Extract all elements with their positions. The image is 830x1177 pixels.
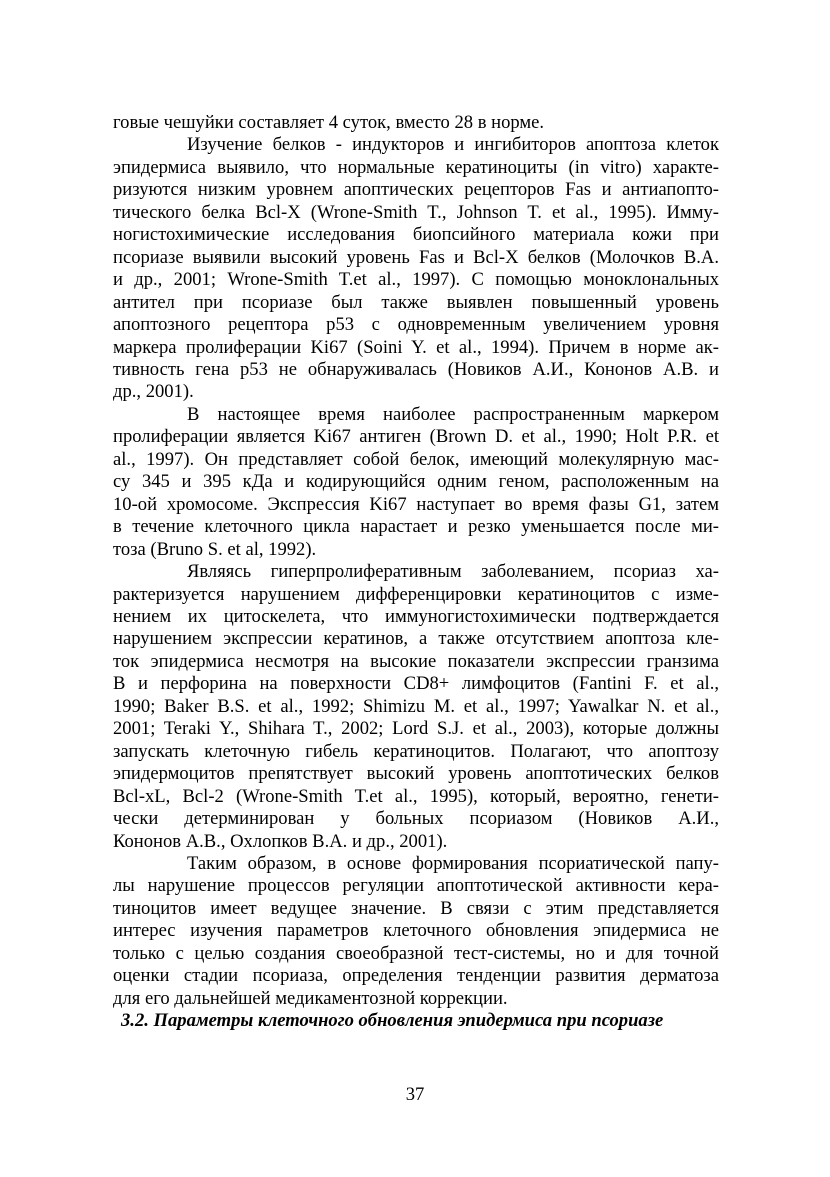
text-line: лы нарушение процессов регуляции апоптотической активности кера- bbox=[113, 875, 719, 897]
text-line: для его дальнейшей медикаментозной коррекции. bbox=[113, 987, 508, 1009]
text-line: Bcl-xL, Bcl-2 (Wrone-Smith T.et al., 1995), который, вероятно, генети- bbox=[113, 785, 719, 807]
text-line: Таким образом, в основе формирования псориатической папу- bbox=[187, 852, 719, 874]
text-line: эпидермиса выявило, что нормальные кератиноциты (in vitro) характе- bbox=[113, 156, 719, 178]
text-line: 1990; Baker B.S. et al., 1992; Shimizu M. et al., 1997; Yawalkar N. et al., bbox=[113, 695, 719, 717]
text-line: тивность гена p53 не обнаруживалась (Новиков А.И., Кононов А.В. и bbox=[113, 358, 719, 380]
text-line: Являясь гиперпролиферативным заболеванием, псориаз ха- bbox=[187, 561, 719, 583]
text-line: антител при псориазе был также выявлен повышенный уровень bbox=[113, 291, 719, 313]
text-line: эпидермоцитов препятствует высокий уровень апоптотических белков bbox=[113, 763, 719, 785]
text-line: ток эпидермиса несмотря на высокие показатели экспрессии гранзима bbox=[113, 650, 719, 672]
text-line: ризуются низким уровнем апоптических рецепторов Fas и антиапопто- bbox=[113, 179, 719, 201]
text-line: ногистохимические исследования биопсийного материала кожи при bbox=[113, 224, 719, 246]
text-line: только с целью создания своеобразной тест-системы, но и для точной bbox=[113, 942, 719, 964]
text-line: Кононов А.В., Охлопков В.А. и др., 2001). bbox=[113, 830, 448, 852]
text-line: al., 1997). Он представляет собой белок, имеющий молекулярную мас- bbox=[113, 448, 719, 470]
text-line: чески детерминирован у больных псориазом (Новиков А.И., bbox=[113, 808, 719, 830]
paragraph-5 bbox=[113, 853, 719, 1010]
text-line: апоптозного рецептора p53 с одновременным увеличением уровня bbox=[113, 314, 719, 336]
text-line: B и перфорина на поверхности CD8+ лимфоцитов (Fantini F. et al., bbox=[113, 673, 719, 695]
text-line: 2001; Teraki Y., Shihara T., 2002; Lord S.J. et al., 2003), которые должны bbox=[113, 718, 719, 740]
text-line: нарушением экспрессии кератинов, а также отсутствием апоптоза кле- bbox=[113, 628, 719, 650]
text-line: интерес изучения параметров клеточного обновления эпидермиса не bbox=[113, 920, 719, 942]
text-line: в течение клеточного цикла нарастает и резко уменьшается после ми- bbox=[113, 516, 719, 538]
text-line: пролиферации является Ki67 антиген (Brown D. et al., 1990; Holt P.R. et bbox=[113, 426, 719, 448]
text-line: рактеризуется нарушением дифференцировки кератиноцитов с изме- bbox=[113, 583, 719, 605]
text-line: говые чешуйки составляет 4 суток, вместо 28 в норме. bbox=[113, 112, 545, 133]
text-line: маркера пролиферации Ki67 (Soini Y. et al., 1994). Причем в норме ак- bbox=[113, 336, 719, 358]
text-line: и др., 2001; Wrone-Smith T.et al., 1997). С помощью моноклональных bbox=[113, 269, 719, 291]
page-number: 37 bbox=[405, 1084, 425, 1105]
text-line: запускать клеточную гибель кератиноцитов. Полагают, что апоптозу bbox=[113, 740, 719, 762]
body-text bbox=[113, 112, 719, 1033]
text-line: 10-ой хромосоме. Экспрессия Ki67 наступает во время фазы G1, затем bbox=[113, 493, 719, 515]
paragraph-3 bbox=[113, 404, 719, 561]
text-line: су 345 и 395 кДа и кодирующийся одним геном, расположенным на bbox=[113, 471, 719, 493]
paragraph-4 bbox=[113, 561, 719, 853]
paragraph-2 bbox=[113, 134, 719, 403]
text-line: нением их цитоскелета, что иммуногистохимически подтверждается bbox=[113, 605, 719, 627]
text-line: оценки стадии псориаза, определения тенденции развития дерматоза bbox=[113, 965, 719, 987]
section-heading: 3.2. Параметры клеточного обновления эпидермиса при псориазе bbox=[121, 1010, 664, 1032]
text-line: др., 2001). bbox=[113, 381, 194, 403]
paragraph-1 bbox=[113, 112, 719, 134]
text-line: Изучение белков - индукторов и ингибиторов апоптоза клеток bbox=[187, 134, 719, 156]
text-line: псориазе выявили высокий уровень Fas и Bcl-X белков (Молочков В.А. bbox=[113, 246, 719, 268]
text-line: тического белка Bcl-X (Wrone-Smith T., Johnson T. et al., 1995). Имму- bbox=[113, 201, 719, 223]
text-line: В настоящее время наиболее распространенным маркером bbox=[187, 403, 719, 425]
text-line: тоза (Bruno S. et al, 1992). bbox=[113, 538, 317, 560]
text-line: тиноцитов имеет ведущее значение. В связи с этим представляется bbox=[113, 897, 719, 919]
